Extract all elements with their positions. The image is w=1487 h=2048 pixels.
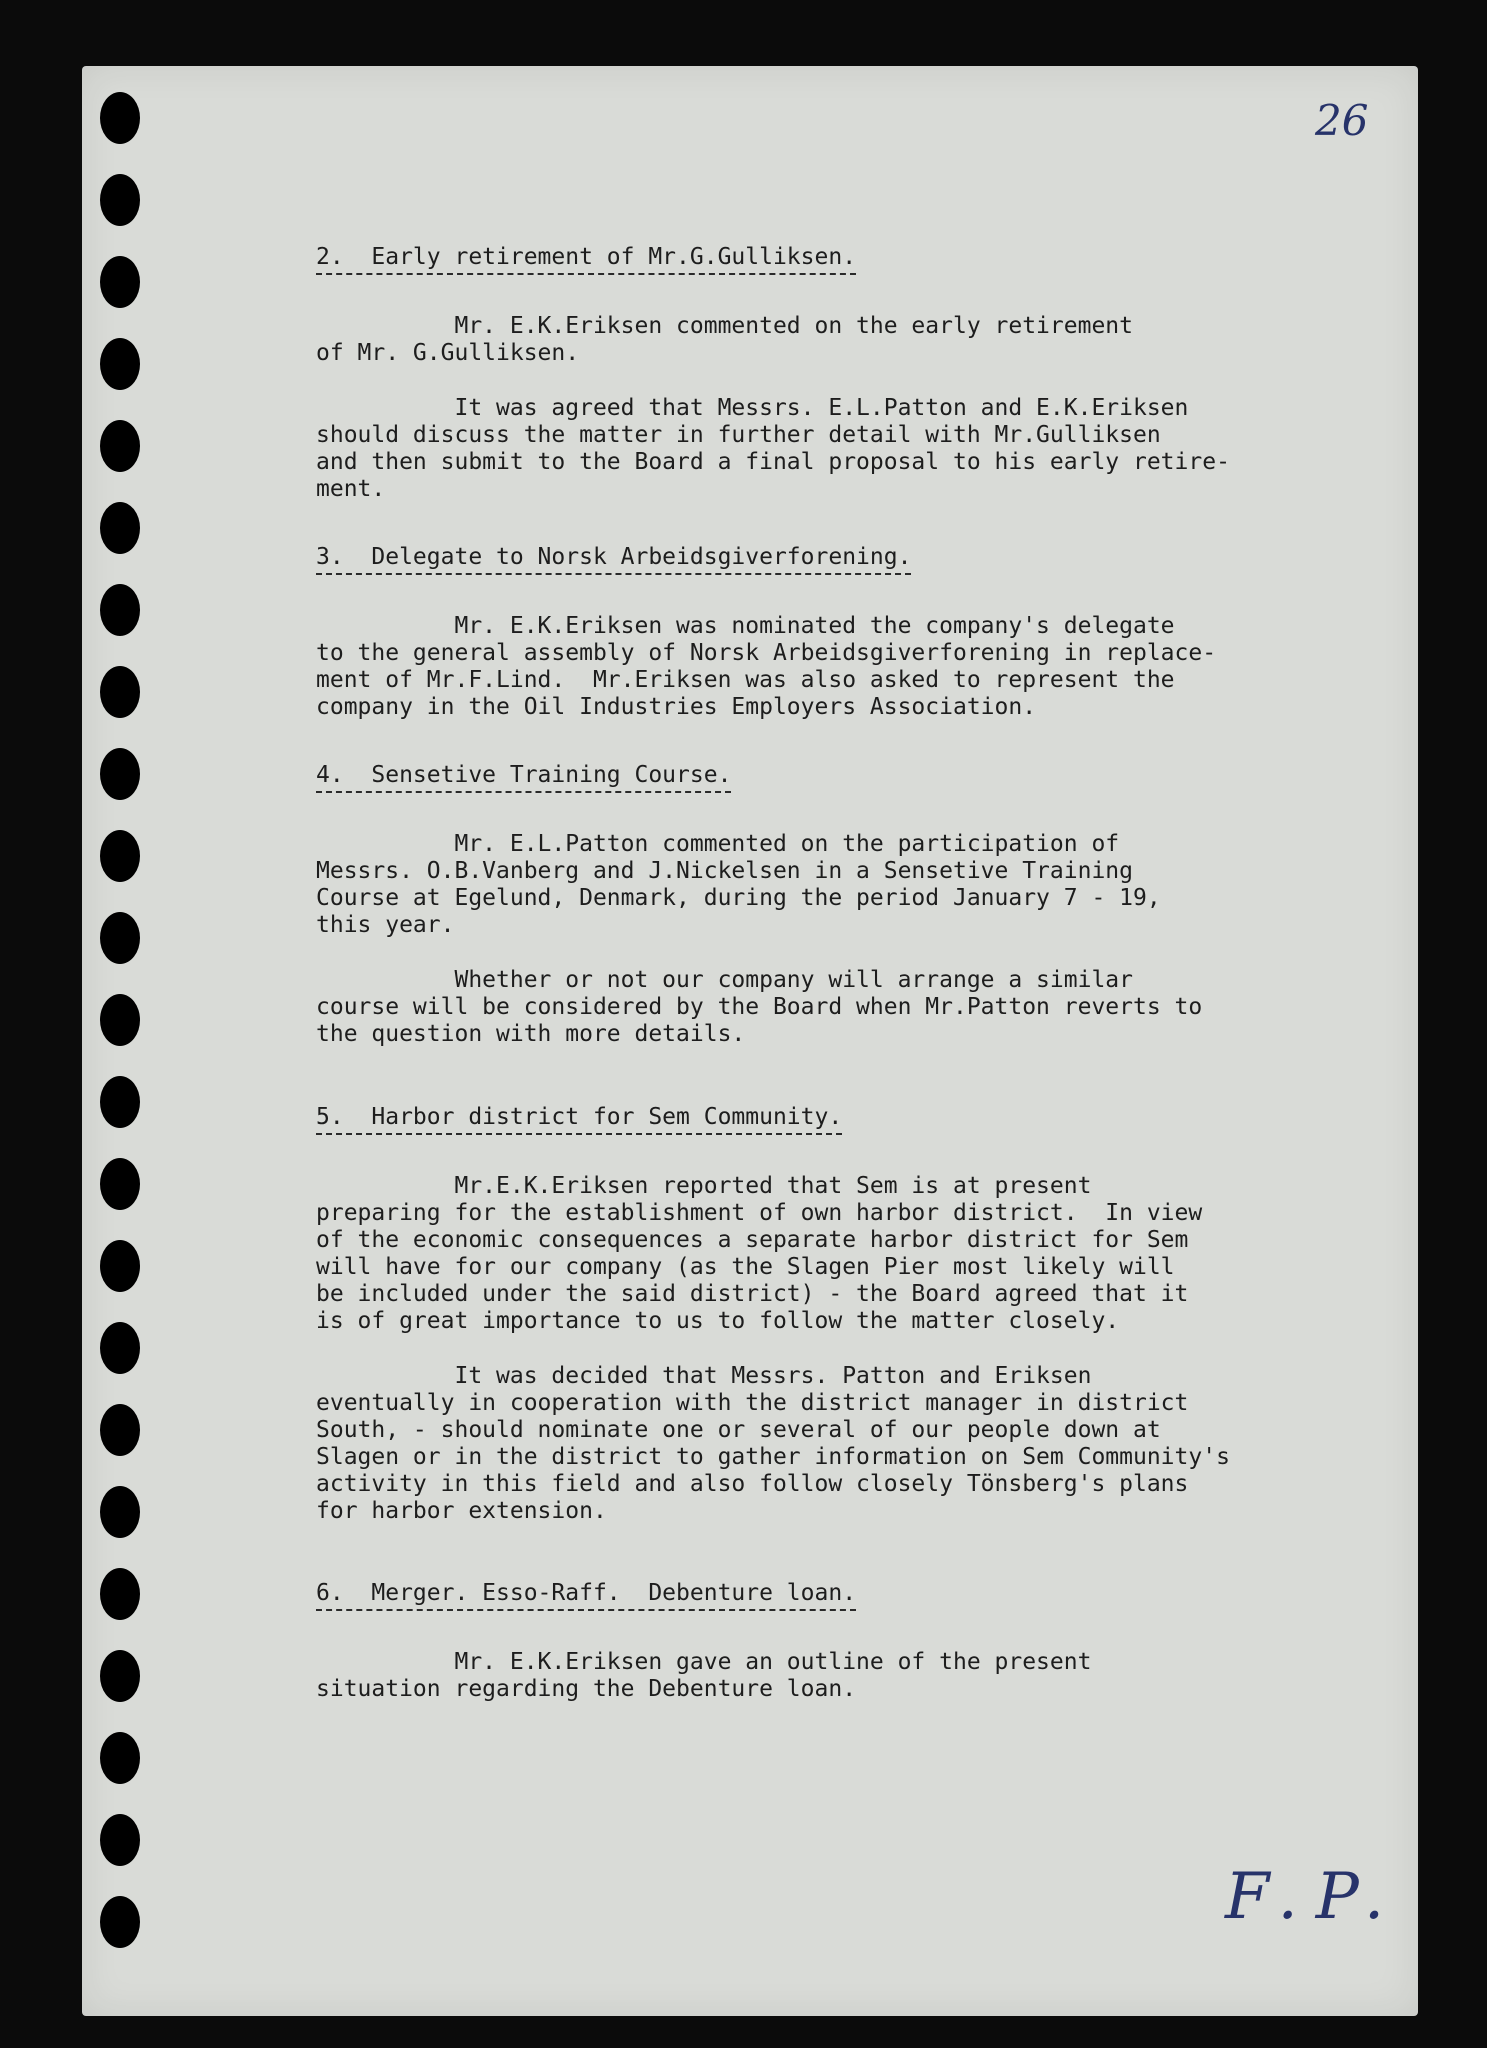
binder-hole: [100, 174, 140, 226]
section-heading: 5. Harbor district for Sem Community.: [316, 1104, 842, 1135]
binder-hole: [100, 502, 140, 554]
binder-hole: [100, 1158, 140, 1210]
section-early-retirement: [316, 244, 1426, 503]
binder-hole: [100, 666, 140, 718]
section-heading: 4. Sensetive Training Course.: [316, 762, 731, 793]
binder-hole: [100, 338, 140, 390]
binder-hole: [100, 994, 140, 1046]
binder-hole: [100, 830, 140, 882]
binder-hole: [100, 1404, 140, 1456]
section-harbor-district: [316, 1104, 1426, 1525]
binder-hole: [100, 1322, 140, 1374]
binder-hole: [100, 1650, 140, 1702]
section-paragraph: Mr.E.K.Eriksen reported that Sem is at present preparing for the establishment of own harbor district. In view of the economic consequences a separate harbor district for Sem will have for our company (as the Slagen Pier most likely will be included under the said district) - the Board agreed that it is of great importance to us to follow the matter closely.: [316, 1173, 1203, 1334]
section-heading: 2. Early retirement of Mr.G.Gulliksen.: [316, 244, 856, 275]
binder-hole: [100, 1732, 140, 1784]
handwritten-page-number: 26: [1315, 96, 1369, 145]
handwritten-initials: F.P.: [1225, 1860, 1403, 1934]
binder-hole: [100, 1486, 140, 1538]
section-delegate: [316, 544, 1426, 721]
section-paragraph: It was agreed that Messrs. E.L.Patton and E.K.Eriksen should discuss the matter in further detail with Mr.Gulliksen and then submit to the Board a final proposal to his early retire- ment.: [316, 395, 1230, 502]
section-training-course: [316, 762, 1426, 1048]
section-heading: 3. Delegate to Norsk Arbeidsgiverforening.: [316, 544, 911, 575]
binder-hole: [100, 1896, 140, 1948]
binder-hole: [100, 1814, 140, 1866]
binder-hole: [100, 1568, 140, 1620]
binder-hole: [100, 420, 140, 472]
binder-hole: [100, 1240, 140, 1292]
binder-hole: [100, 1076, 140, 1128]
binder-hole: [100, 748, 140, 800]
section-paragraph: Mr. E.K.Eriksen was nominated the company's delegate to the general assembly of Norsk Arbeidsgiverforening in replace- ment of Mr.F.Lind. Mr.Eriksen was also asked to represent the company in the Oil Industries Employers Association.: [316, 613, 1217, 720]
section-paragraph: It was decided that Messrs. Patton and Eriksen eventually in cooperation with the district manager in district South, - should nominate one or several of our people down at Slagen or in the district to gather information on Sem Community's activity in this field and also follow closely Tönsberg's plans for harbor extension.: [316, 1363, 1230, 1524]
binder-hole: [100, 92, 140, 144]
section-paragraph: Whether or not our company will arrange a similar course will be considered by the Board when Mr.Patton reverts to the question with more details.: [316, 967, 1203, 1047]
section-heading: 6. Merger. Esso-Raff. Debenture loan.: [316, 1580, 856, 1611]
binder-hole: [100, 256, 140, 308]
binder-hole: [100, 584, 140, 636]
section-paragraph: Mr. E.K.Eriksen commented on the early retirement of Mr. G.Gulliksen.: [316, 313, 1133, 366]
section-paragraph: Mr. E.L.Patton commented on the participation of Messrs. O.B.Vanberg and J.Nickelsen in a Sensetive Training Course at Egelund, Denmark, during the period January 7 - 19, this year.: [316, 831, 1161, 938]
section-merger: [316, 1580, 1426, 1703]
binder-hole: [100, 912, 140, 964]
section-paragraph: Mr. E.K.Eriksen gave an outline of the present situation regarding the Debenture loan.: [316, 1649, 1092, 1702]
